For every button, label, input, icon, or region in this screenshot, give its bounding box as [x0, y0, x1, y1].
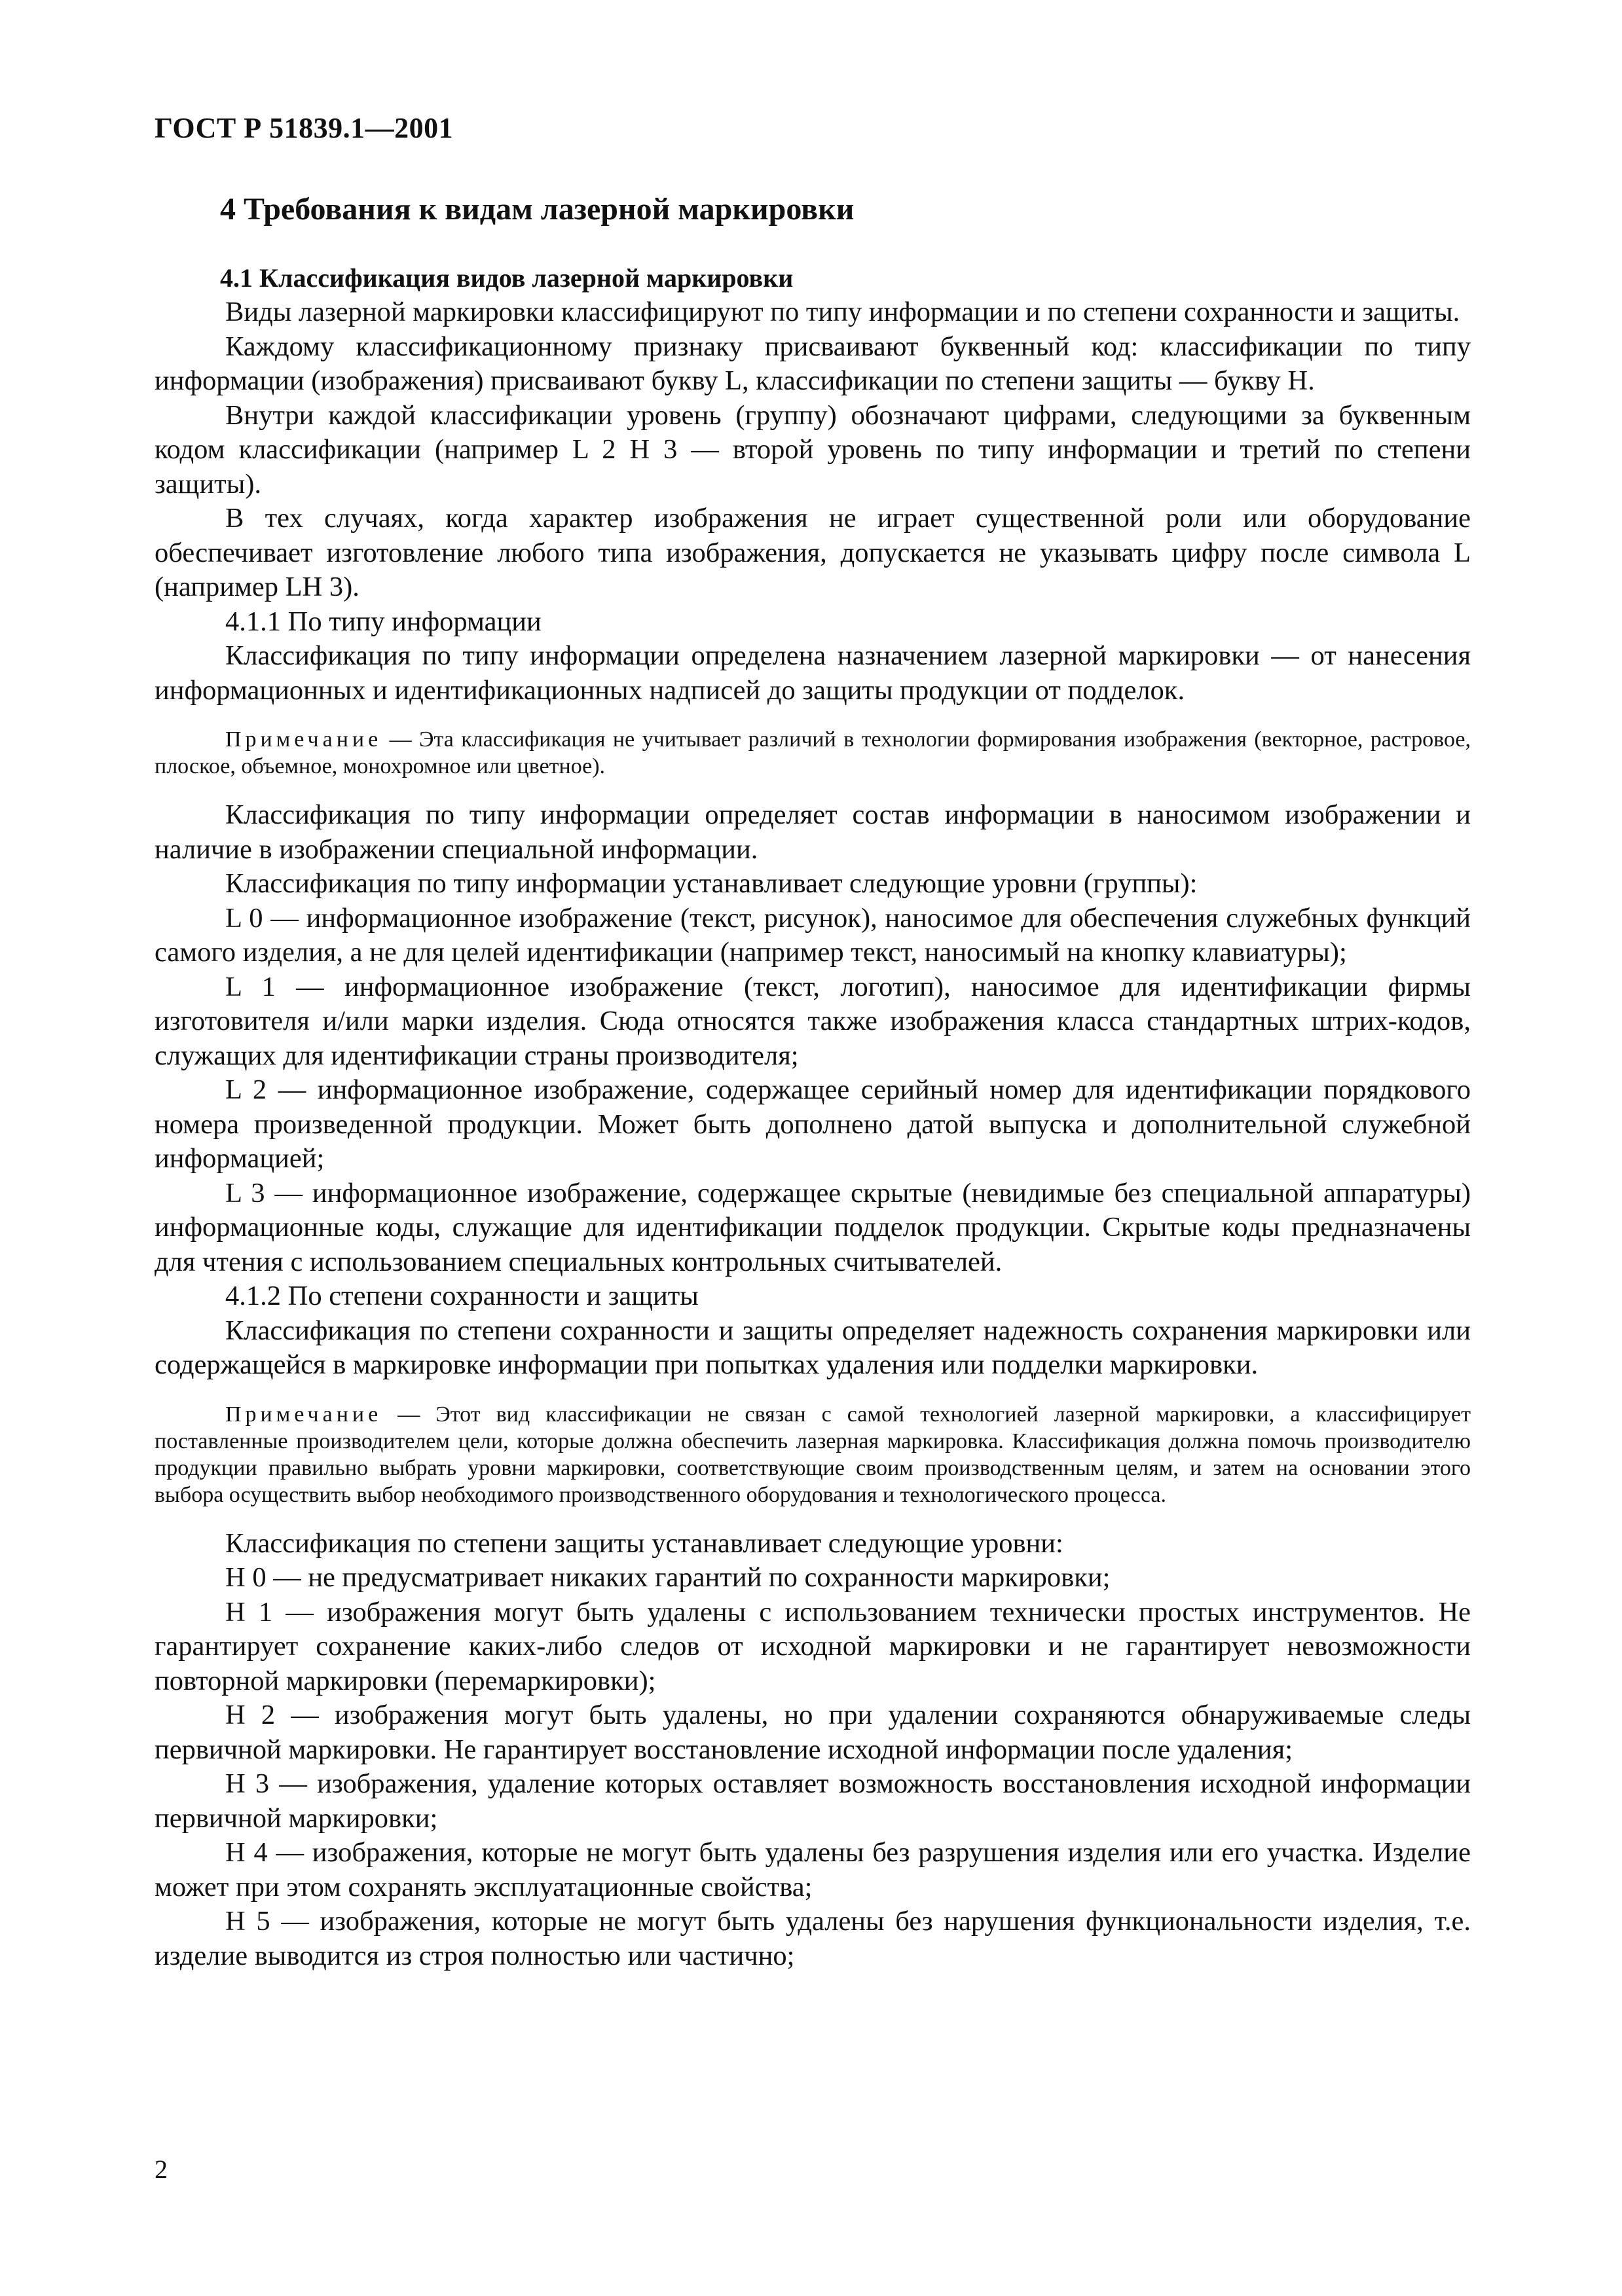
- note-text: — Эта классификация не учитывает различий в технологии формирования изображения (векторное, растровое, плоское, объемное, монохромное или цветное).: [155, 727, 1471, 778]
- note-text: — Этот вид классификации не связан с самой технологией лазерной маркировки, а классифицирует поставленные производителем цели, которые должна обеспечить лазерная маркировка. Классификация должна помочь производителю продукции правильно выбрать уровни маркировки, соответствующие своим производственным целям, и затем на основании этого выбора осуществить выбор необходимого производственного оборудования и технологического процесса.: [155, 1402, 1471, 1507]
- paragraph: L 3 — информационное изображение, содержащее скрытые (невидимые без специальной аппаратуры) информационные коды, служащие для идентификации подделок продукции. Скрытые коды предназначены для чтения с использованием специальных контрольных считывателей.: [155, 1177, 1471, 1277]
- paragraph: Н 3 — изображения, удаление которых оставляет возможность восстановления исходной информации первичной маркировки;: [155, 1768, 1471, 1834]
- note-label: Примечание: [225, 1402, 382, 1427]
- paragraph: Классификация по типу информации определяет состав информации в наносимом изображении и наличие в изображении специальной информации.: [155, 799, 1471, 865]
- paragraph: Н 1 — изображения могут быть удалены с использованием технически простых инструментов. Не гарантирует сохранение каких-либо следов от исходной маркировки и не гарантирует невозможности повторной маркировки (перемаркировки);: [155, 1596, 1471, 1696]
- paragraph: L 2 — информационное изображение, содержащее серийный номер для идентификации порядкового номера произведенной продукции. Может быть дополнено датой выпуска и дополнительной служебной информацией;: [155, 1074, 1471, 1174]
- clause-heading: 4.1.2 По степени сохранности и защиты: [225, 1281, 699, 1311]
- paragraph: Классификация по степени защиты устанавливает следующие уровни:: [225, 1527, 1063, 1559]
- paragraph: Каждому классификационному признаку присваивают буквенный код: классификации по типу информации (изображения) присваивают букву L, классификации по степени защиты — букву Н.: [155, 331, 1471, 396]
- paragraph: Н 4 — изображения, которые не могут быть удалены без разрушения изделия или его участка. Изделие может при этом сохранять эксплуатационные свойства;: [155, 1837, 1471, 1903]
- clause-heading: 4.1.1 По типу информации: [225, 606, 542, 637]
- note-label: Примечание: [225, 727, 382, 752]
- page-number: 2: [155, 2155, 168, 2184]
- paragraph: Н 0 — не предусматривает никаких гарантий по сохранности маркировки;: [225, 1562, 1111, 1593]
- note: [155, 726, 1471, 780]
- document-body: [155, 187, 1471, 1973]
- subsection-title: 4.1 Классификация видов лазерной маркировки: [220, 263, 794, 293]
- paragraph: Классификация по типу информации определена назначением лазерной маркировки — от нанесения информационных и идентификационных надписей до защиты продукции от подделок.: [155, 640, 1471, 706]
- paragraph: Классификация по степени сохранности и защиты определяет надежность сохранения маркировки или содержащейся в маркировке информации при попытках удаления или подделки маркировки.: [155, 1315, 1471, 1380]
- paragraph: L 0 — информационное изображение (текст, рисунок), наносимое для обеспечения служебных функций самого изделия, а не для целей идентификации (например текст, наносимый на кнопку клавиатуры);: [155, 902, 1471, 968]
- paragraph: Внутри каждой классификации уровень (группу) обозначают цифрами, следующими за буквенным кодом классификации (например L 2 Н 3 — второй уровень по типу информации и третий по степени защиты).: [155, 399, 1471, 500]
- section-title: 4 Требования к видам лазерной маркировки: [220, 192, 855, 227]
- paragraph: В тех случаях, когда характер изображения не играет существенной роли или оборудование обеспечивает изготовление любого типа изображения, допускается не указывать цифру после символа L (например LH 3).: [155, 503, 1471, 602]
- paragraph: Н 2 — изображения могут быть удалены, но при удалении сохраняются обнаруживаемые следы первичной маркировки. Не гарантирует восстановление исходной информации после удаления;: [155, 1700, 1471, 1765]
- paragraph: L 1 — информационное изображение (текст, логотип), наносимое для идентификации фирмы изготовителя и/или марки изделия. Сюда относятся также изображения класса стандартных штрих-кодов, служащих для идентификации страны производителя;: [155, 971, 1471, 1071]
- paragraph: Н 5 — изображения, которые не могут быть удалены без нарушения функциональности изделия, т.е. изделие выводится из строя полностью или частично;: [155, 1906, 1471, 1971]
- document-header: ГОСТ Р 51839.1—2001: [155, 112, 454, 144]
- note: [155, 1401, 1471, 1508]
- paragraph: Классификация по типу информации устанавливает следующие уровни (группы):: [225, 868, 1198, 899]
- paragraph: Виды лазерной маркировки классифицируют по типу информации и по степени сохранности и защиты.: [225, 297, 1460, 327]
